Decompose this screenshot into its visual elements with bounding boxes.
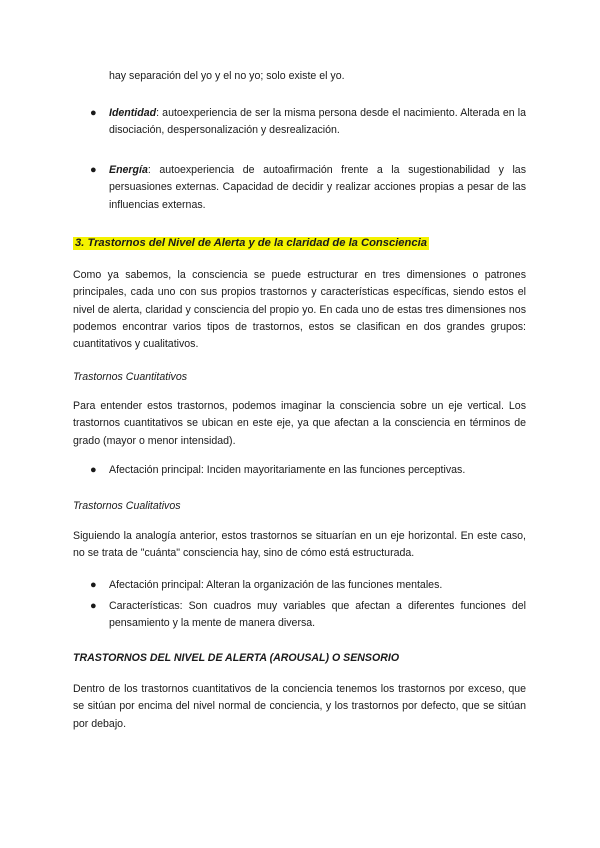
- arousal-paragraph: Dentro de los trastornos cuantitativos de la conciencia tenemos los trastornos por exceso, que se sitúan por encima del nivel normal de conciencia, y los trastornos por defecto, que se sitúan por debajo.: [73, 683, 526, 730]
- quant-title: Trastornos Cuantitativos: [73, 371, 188, 383]
- bullet-identidad: [90, 105, 526, 140]
- qual-paragraph: Siguiendo la analogía anterior, estos trastornos se situarían en un eje horizontal. En este caso, no se trata de "cuánta" consciencia hay, sino de cómo está estructurada.: [73, 530, 526, 560]
- quant-bullet: [90, 462, 526, 479]
- bullet-text: Afectación principal: Alteran la organización de las funciones mentales.: [109, 579, 443, 591]
- bullet-dot-icon: ●: [90, 107, 97, 119]
- quant-paragraph: Para entender estos trastornos, podemos imaginar la consciencia sobre un eje vertical. Los trastornos cuantitativos se ubican en este eje, ya que afectan a la consciencia en términos de grado (mayor o menor intensidad).: [73, 400, 526, 447]
- bullet-dot-icon: ●: [90, 164, 97, 176]
- bullet-text: Características: Son cuadros muy variables que afectan a diferentes funciones del pensamiento y la mente de manera diversa.: [109, 600, 526, 630]
- bullet-term: Energía: [109, 164, 148, 176]
- bullet-text: : autoexperiencia de autoafirmación frente a la sugestionabilidad y las persuasiones externas. Capacidad de decidir y realizar acciones propias a pesar de las influencias externas.: [109, 164, 526, 211]
- intro-paragraph: Como ya sabemos, la consciencia se puede estructurar en tres dimensiones o patrones principales, cada uno con sus propios trastornos y características específicas, siendo estos el nivel de alerta, claridad y consciencia del propio yo. En cada uno de estas tres dimensiones nos podemos encontrar varios tipos de trastornos, estos se clasifican en dos grandes grupos: cuantitativos y cualitativos.: [73, 269, 526, 351]
- arousal-title: TRASTORNOS DEL NIVEL DE ALERTA (AROUSAL) O SENSORIO: [73, 652, 400, 664]
- bullet-text: : autoexperiencia de ser la misma persona desde el nacimiento. Alterada en la disociación, despersonalización y desrealización.: [109, 107, 526, 137]
- bullet-dot-icon: ●: [90, 464, 97, 476]
- bullet-dot-icon: ●: [90, 579, 97, 591]
- bullet-dot-icon: ●: [90, 600, 97, 612]
- qual-bullet-1: [90, 577, 526, 594]
- qual-title: Trastornos Cualitativos: [73, 500, 181, 512]
- bullet-term: Identidad: [109, 107, 157, 119]
- continuation-text: hay separación del yo y el no yo; solo existe el yo.: [109, 70, 345, 82]
- section-heading-text: 3. Trastornos del Nivel de Alerta y de la claridad de la Consciencia: [75, 237, 427, 249]
- qual-bullet-2: [90, 598, 526, 633]
- bullet-energia: [90, 162, 526, 214]
- bullet-text: Afectación principal: Inciden mayoritariamente en las funciones perceptivas.: [109, 464, 466, 476]
- section-heading: [73, 235, 543, 252]
